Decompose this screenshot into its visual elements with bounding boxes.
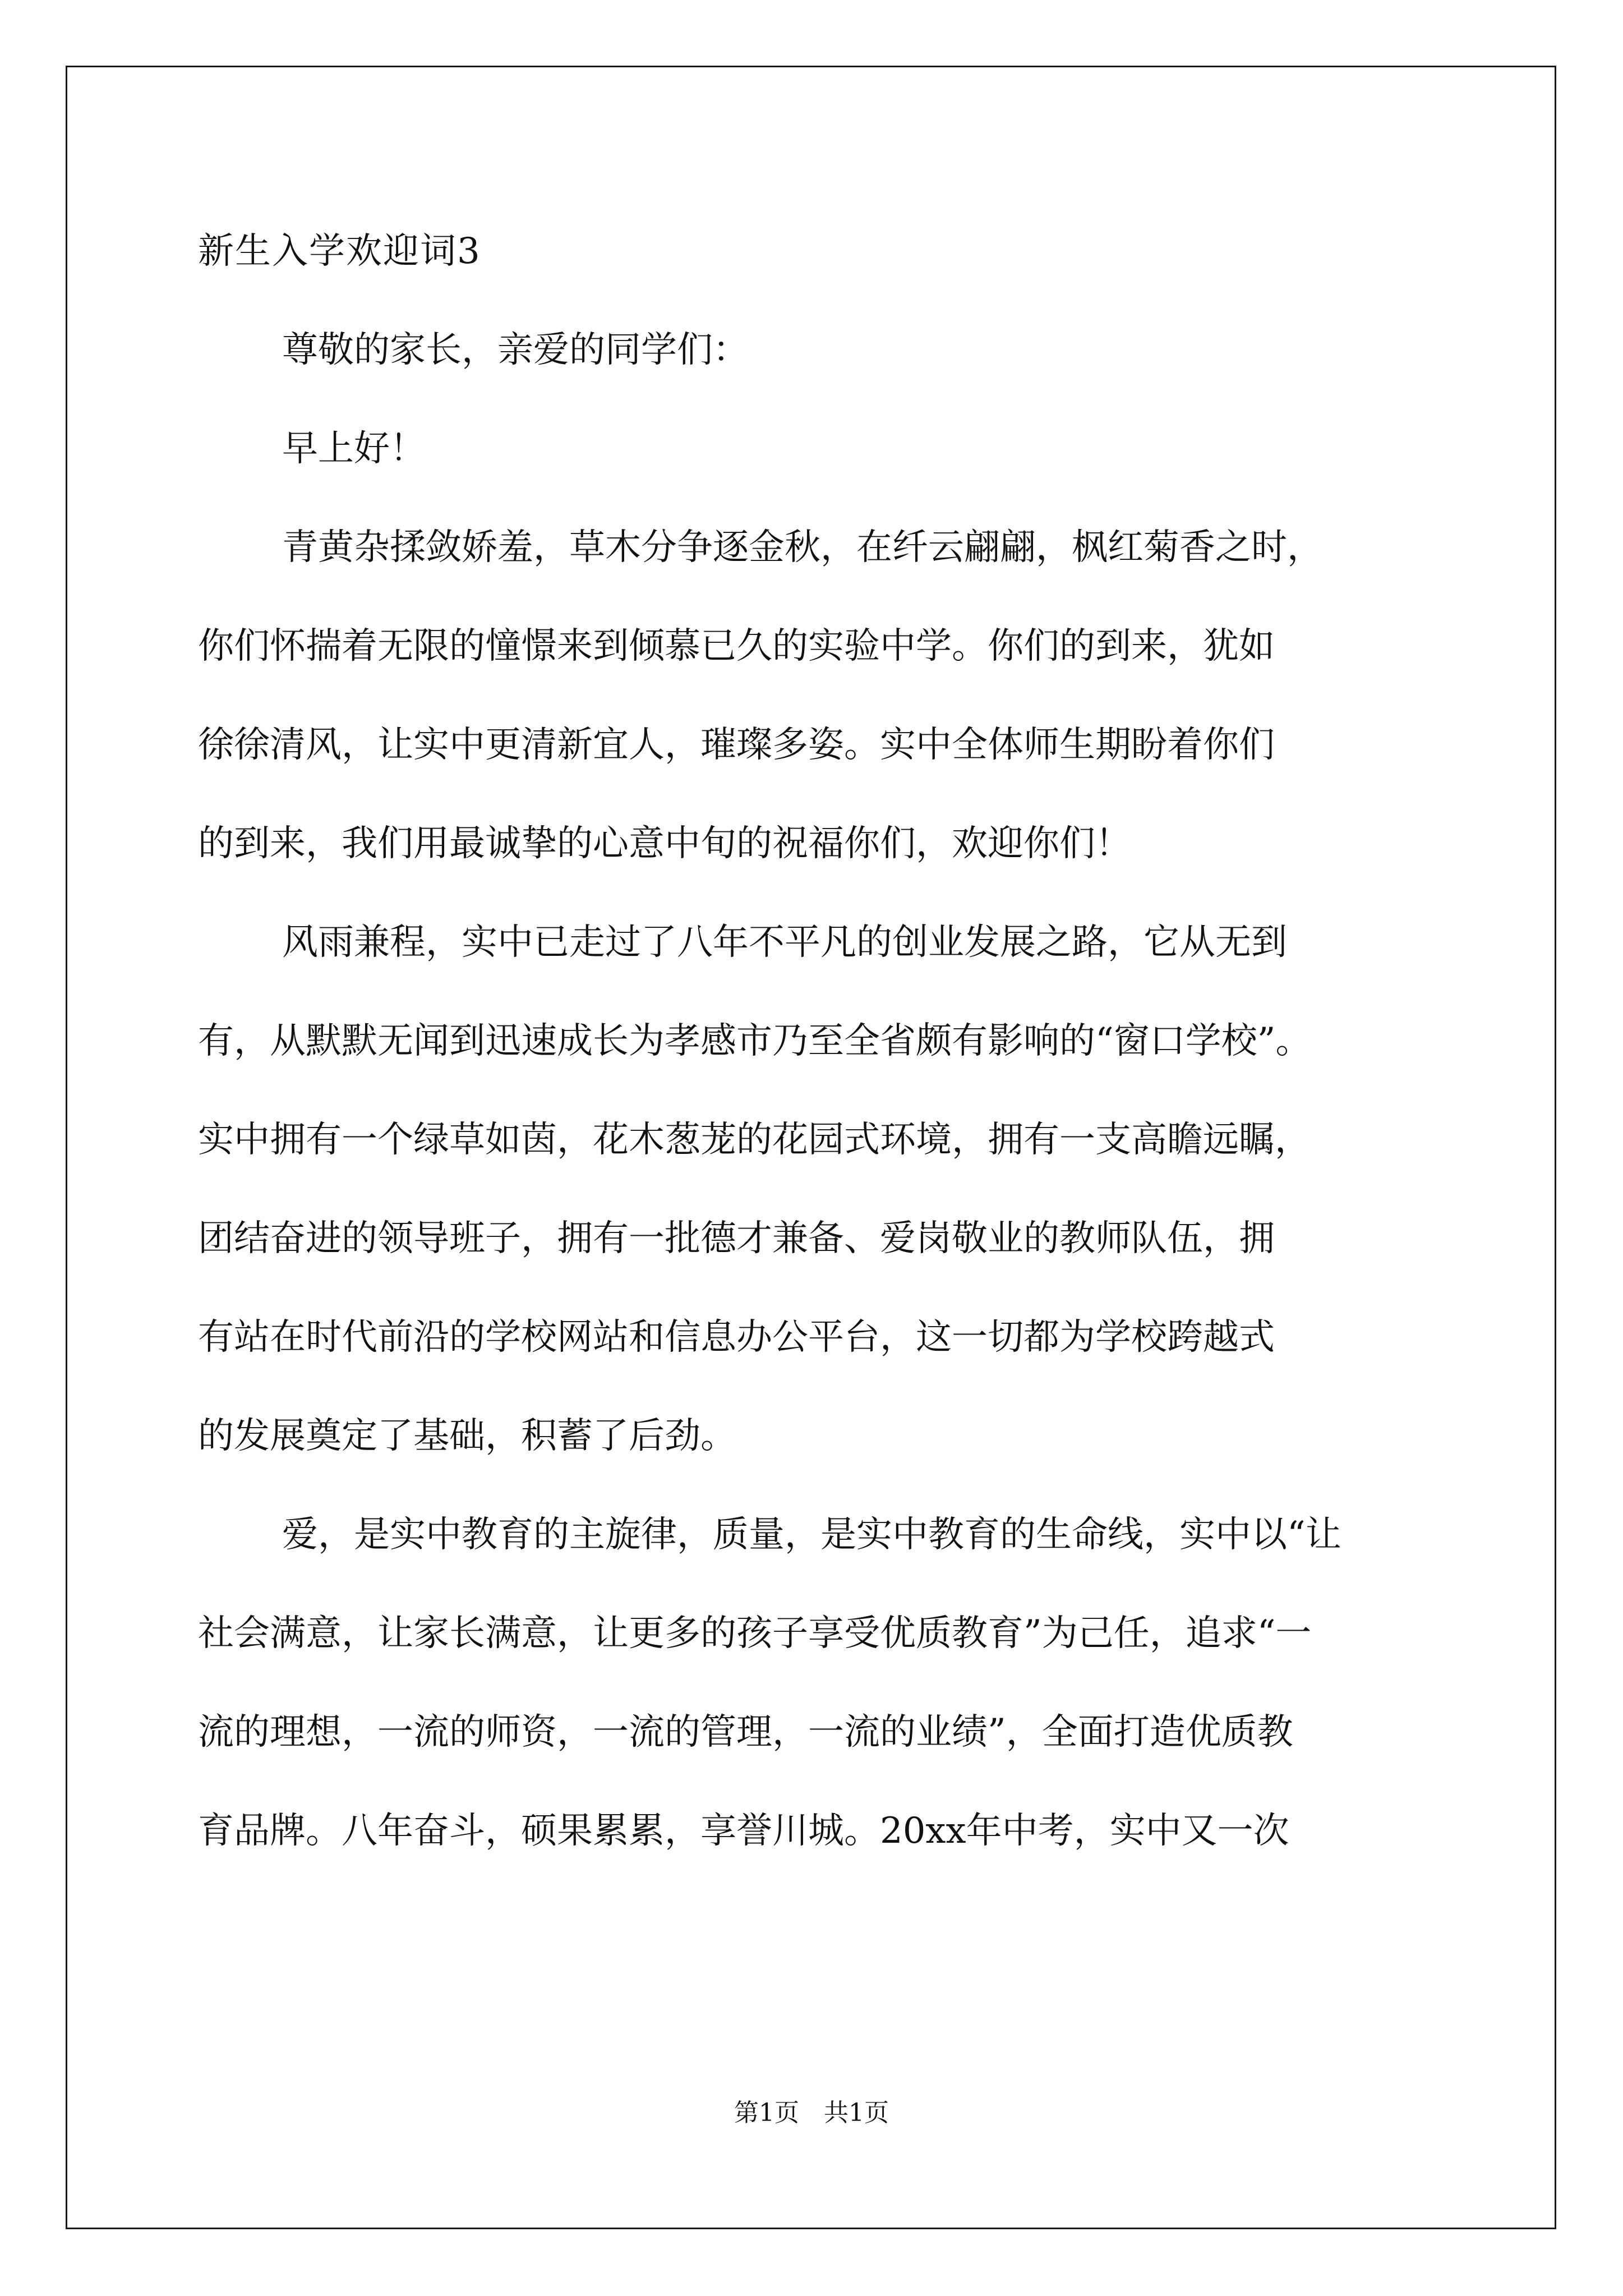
paragraph-2-line-2: 有，从默默无闻到迅速成长为孝感市乃至全省颇有影响的“窗口学校”。: [198, 1020, 1312, 1062]
paragraph-3-line-4: 育品牌。八年奋斗，硕果累累，享誉川城。20xx年中考，实中又一次: [198, 1810, 1289, 1852]
paragraph-3-line-2: 社会满意，让家长满意，让更多的孩子享受优质教育”为己任，追求“一: [198, 1613, 1312, 1654]
paragraph-2-line-3: 实中拥有一个绿草如茵，花木葱茏的花园式环境，拥有一支高瞻远瞩，: [198, 1119, 1311, 1161]
paragraph-1-line-2: 你们怀揣着无限的憧憬来到倾慕已久的实验中学。你们的到来，犹如: [198, 625, 1275, 667]
paragraph-1-line-1: 青黄杂揉敛娇羞，草木分争逐金秋，在纤云翩翩，枫红菊香之时，: [282, 527, 1323, 568]
document-title: 新生入学欢迎词3: [198, 231, 481, 272]
paragraph-2-line-4: 团结奋进的领导班子，拥有一批德才兼备、爱岗敬业的教师队伍，拥: [198, 1218, 1275, 1259]
paragraph-2-line-6: 的发展奠定了基础，积蓄了后劲。: [198, 1415, 736, 1457]
page-total: 共1页: [824, 2099, 889, 2127]
greeting-line: 早上好！: [282, 428, 426, 470]
paragraph-2-line-5: 有站在时代前沿的学校网站和信息办公平台，这一切都为学校跨越式: [198, 1317, 1275, 1358]
page-footer: [0, 2096, 1623, 2130]
salutation-line: 尊敬的家长，亲爱的同学们：: [282, 329, 749, 371]
paragraph-3-line-3: 流的理想，一流的师资，一流的管理，一流的业绩”，全面打造优质教: [198, 1711, 1293, 1753]
paragraph-3-line-1: 爱，是实中教育的主旋律，质量，是实中教育的生命线，实中以“让: [282, 1514, 1341, 1556]
paragraph-1-line-4: 的到来，我们用最诚挚的心意中旬的祝福你们，欢迎你们！: [198, 823, 1131, 864]
paragraph-2-line-1: 风雨兼程，实中已走过了八年不平凡的创业发展之路，它从无到: [282, 922, 1287, 963]
paragraph-1-line-3: 徐徐清风，让实中更清新宜人，璀璨多姿。实中全体师生期盼着你们: [198, 724, 1275, 766]
page-number: 第1页: [734, 2099, 799, 2127]
